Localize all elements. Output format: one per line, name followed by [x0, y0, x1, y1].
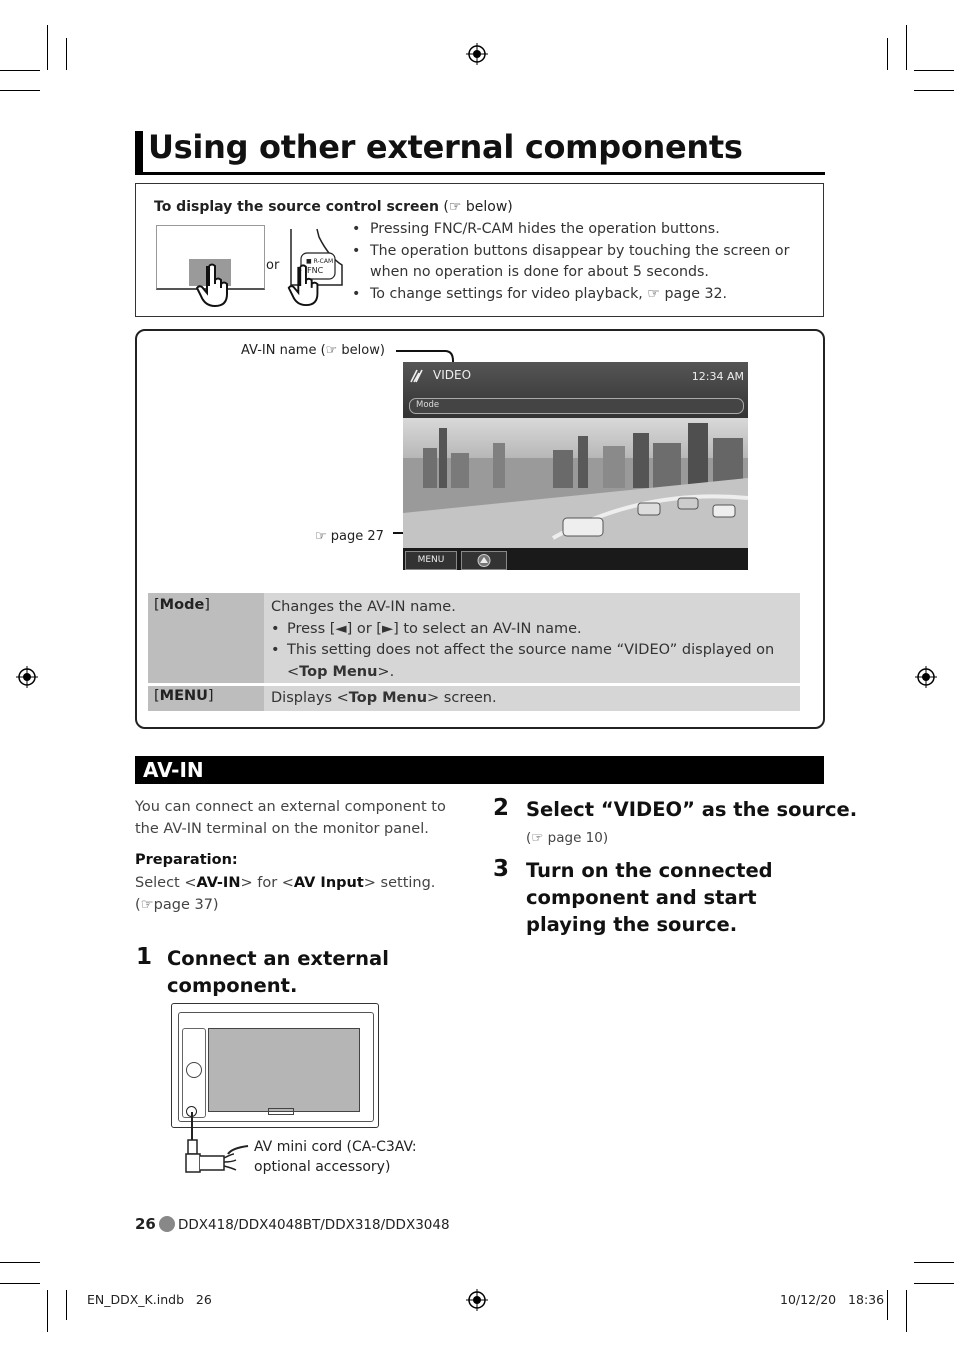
- city-skyline-image: [403, 418, 748, 548]
- crop-mark: [914, 90, 954, 91]
- callout-page-ref: ☞ page 27: [315, 529, 384, 544]
- monitor-screen: [403, 362, 748, 570]
- crop-mark: [887, 38, 888, 70]
- info-bullet: • The operation buttons disappear by touching the screen or when no operation is done for about 5 seconds.: [352, 241, 807, 284]
- crop-mark: [0, 70, 40, 71]
- info-bullet: • Pressing FNC/R-CAM hides the operation buttons.: [352, 219, 807, 241]
- step-number: 3: [493, 856, 510, 882]
- table-bullet: • This setting does not affect the source name “VIDEO” displayed on <Top Menu>.: [271, 640, 795, 683]
- hand-press-icon: [286, 263, 324, 307]
- preparation-ref: (☞page 37): [135, 897, 219, 913]
- mode-label: Mode: [416, 400, 440, 410]
- mode-bar[interactable]: [409, 398, 744, 414]
- crop-mark: [914, 1283, 954, 1284]
- fnc-label: FNC: [307, 266, 324, 275]
- step-text: Connect an external component.: [167, 947, 389, 997]
- hand-touch-icon: [195, 262, 233, 308]
- source-icon: [409, 369, 425, 383]
- step-text: Select “VIDEO” as the source.: [526, 798, 858, 821]
- registration-mark-icon: [16, 666, 38, 688]
- section-bar: [135, 756, 824, 784]
- title-bar-accent: [135, 131, 143, 173]
- registration-mark-icon: [915, 666, 937, 688]
- callout-av-in-name: AV-IN name (☞ below): [241, 343, 385, 358]
- unit-display: [208, 1028, 360, 1112]
- info-bullet: • To change settings for video playback, ☞ page 32.: [352, 284, 807, 306]
- table-bullet: • Press [◄] or [►] to select an AV-IN name.: [271, 619, 795, 641]
- table-key: [MENU]: [148, 686, 264, 711]
- screen-footer: [403, 548, 748, 570]
- title-rule: [135, 172, 825, 175]
- rcam-label: ■ R-CAM: [306, 258, 334, 265]
- clock: 12:34 AM: [691, 370, 744, 383]
- step-ref: (☞ page 10): [526, 830, 609, 846]
- file-name: EN_DDX_K.indb 26: [87, 1292, 212, 1307]
- step-text: Turn on the connected component and start playing the source.: [526, 859, 773, 936]
- registration-mark-icon: [466, 43, 488, 65]
- crop-mark: [906, 25, 907, 70]
- table-row: [148, 686, 800, 711]
- step-number: 1: [136, 944, 153, 970]
- crop-mark: [47, 25, 48, 70]
- page-number: 26: [135, 1215, 156, 1233]
- or-label: or: [266, 258, 280, 273]
- table-value: Displays <Top Menu> screen.: [271, 690, 497, 706]
- step-number: 2: [493, 795, 510, 821]
- table-row: [148, 593, 800, 683]
- up-arrow-icon: [477, 554, 491, 567]
- info-box-heading: To display the source control screen (☞ below): [154, 199, 513, 215]
- model-list: DDX418/DDX4048BT/DDX318/DDX3048: [178, 1217, 450, 1233]
- crop-mark: [914, 70, 954, 71]
- source-name: VIDEO: [433, 368, 472, 382]
- brand-badge: [268, 1108, 294, 1115]
- preparation-text: Select <AV-IN> for <AV Input> setting.: [135, 875, 436, 891]
- page-dot-icon: [159, 1216, 175, 1232]
- av-cord-plug-icon: [180, 1110, 250, 1182]
- info-bullets: [352, 219, 807, 305]
- video-image: [403, 418, 748, 548]
- menu-button[interactable]: MENU: [405, 551, 457, 570]
- crop-mark: [66, 38, 67, 70]
- crop-mark: [0, 1262, 40, 1263]
- crop-mark: [906, 1290, 907, 1332]
- crop-mark: [0, 1283, 40, 1284]
- section-title: AV-IN: [143, 758, 204, 782]
- table-value: [266, 593, 800, 683]
- table-desc: Changes the AV-IN name.: [271, 599, 456, 615]
- section-intro: You can connect an external component to the AV-IN terminal on the monitor panel.: [135, 799, 446, 837]
- page-title: Using other external components: [148, 128, 743, 166]
- crop-mark: [887, 1290, 888, 1320]
- crop-mark: [0, 90, 40, 91]
- crop-mark: [914, 1262, 954, 1263]
- volume-knob-icon: [186, 1062, 202, 1078]
- table-key: [Mode]: [148, 593, 264, 683]
- screen-header: [403, 362, 748, 418]
- cord-label: AV mini cord (CA-C3AV: optional accessory): [254, 1139, 417, 1175]
- print-stamp: 10/12/20 18:36: [780, 1292, 885, 1307]
- registration-mark-icon: [466, 1289, 488, 1311]
- up-button[interactable]: [461, 551, 507, 570]
- preparation-label: Preparation:: [135, 852, 238, 868]
- crop-mark: [47, 1290, 48, 1332]
- crop-mark: [66, 1290, 67, 1320]
